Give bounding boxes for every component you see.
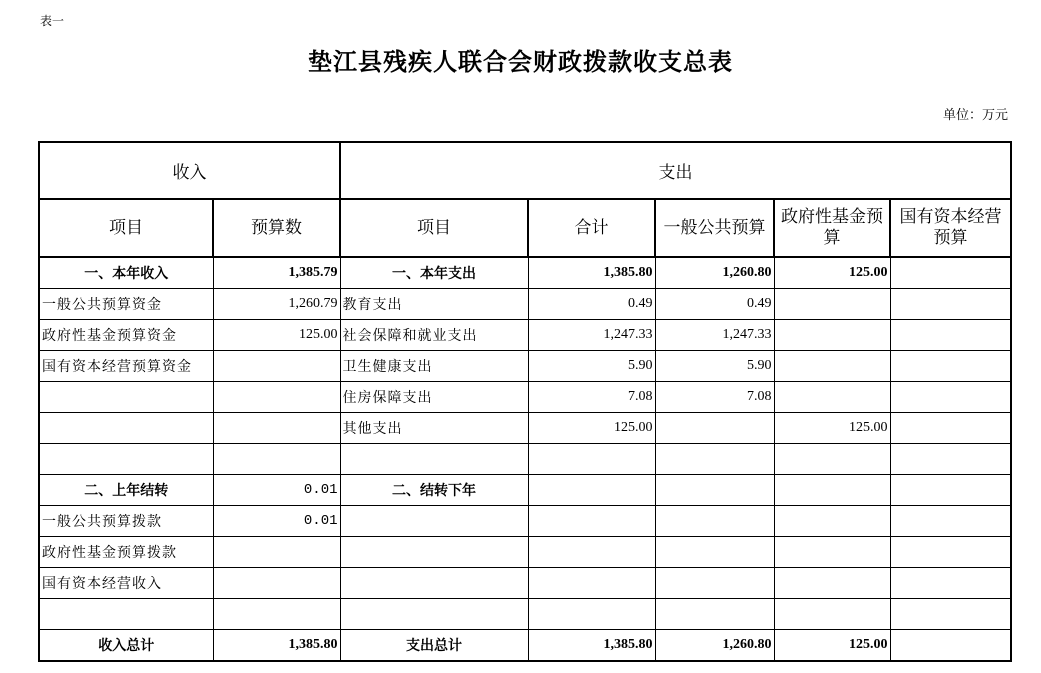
- general-budget-header: 一般公共预算: [655, 199, 774, 257]
- expense-total: 1,247.33: [528, 319, 655, 350]
- income-item: 二、上年结转: [39, 474, 213, 505]
- expense-total: 0.49: [528, 288, 655, 319]
- income-amount: [213, 598, 340, 629]
- income-amount: 1,260.79: [213, 288, 340, 319]
- expense-state: [890, 381, 1011, 412]
- income-item: 政府性基金预算资金: [39, 319, 213, 350]
- expense-general: 7.08: [655, 381, 774, 412]
- expense-general: [655, 567, 774, 598]
- expense-general: 5.90: [655, 350, 774, 381]
- table-row: [39, 474, 1011, 505]
- expense-item: 一、本年支出: [340, 257, 528, 288]
- header-row-sections: [39, 142, 1011, 199]
- expense-total: [528, 567, 655, 598]
- expense-total: [528, 536, 655, 567]
- expense-fund: [774, 505, 890, 536]
- table-row: [39, 288, 1011, 319]
- income-amount: [213, 381, 340, 412]
- income-amount: [213, 536, 340, 567]
- expense-state: [890, 443, 1011, 474]
- expense-item: 教育支出: [340, 288, 528, 319]
- expense-state: [890, 536, 1011, 567]
- expense-item: 社会保障和就业支出: [340, 319, 528, 350]
- income-item: [39, 381, 213, 412]
- expense-state: [890, 474, 1011, 505]
- table-row: [39, 505, 1011, 536]
- income-amount: 125.00: [213, 319, 340, 350]
- income-amount: 1,385.79: [213, 257, 340, 288]
- expense-general: [655, 598, 774, 629]
- expense-item: [340, 567, 528, 598]
- expense-state-total: [890, 629, 1011, 661]
- expense-total: 125.00: [528, 412, 655, 443]
- table-row: [39, 350, 1011, 381]
- expense-item-header: 项目: [340, 199, 528, 257]
- document-title: 垫江县残疾人联合会财政拨款收支总表: [308, 47, 733, 76]
- expense-fund: [774, 536, 890, 567]
- income-item: 国有资本经营预算资金: [39, 350, 213, 381]
- table-row: [39, 257, 1011, 288]
- total-row: [39, 629, 1011, 661]
- expense-general: 1,247.33: [655, 319, 774, 350]
- income-section-header: 收入: [39, 142, 340, 199]
- income-total-amount: 1,385.80: [213, 629, 340, 661]
- expense-total: [528, 443, 655, 474]
- income-budget-header: 预算数: [213, 199, 340, 257]
- header-row-columns: [39, 199, 1011, 257]
- income-amount: [213, 567, 340, 598]
- table-number-label: 表一: [40, 14, 65, 28]
- expense-total-header: 合计: [528, 199, 655, 257]
- expense-state: [890, 288, 1011, 319]
- expense-fund: 125.00: [774, 412, 890, 443]
- state-capital-header: 国有资本经营预算: [890, 199, 1011, 257]
- expense-item: [340, 536, 528, 567]
- income-item: [39, 412, 213, 443]
- table-row: [39, 412, 1011, 443]
- unit-label: 单位：万元: [942, 108, 1008, 123]
- expense-total: [528, 474, 655, 505]
- expense-general: [655, 474, 774, 505]
- expense-fund: [774, 598, 890, 629]
- income-item: 一、本年收入: [39, 257, 213, 288]
- expense-fund: [774, 381, 890, 412]
- income-item: [39, 598, 213, 629]
- fund-budget-header: 政府性基金预算: [774, 199, 890, 257]
- income-item: 一般公共预算资金: [39, 288, 213, 319]
- table-row: [39, 536, 1011, 567]
- expense-fund: [774, 567, 890, 598]
- expense-item: [340, 443, 528, 474]
- expense-item: 其他支出: [340, 412, 528, 443]
- income-item: [39, 443, 213, 474]
- income-amount: [213, 412, 340, 443]
- expense-item: [340, 598, 528, 629]
- expense-section-header: 支出: [340, 142, 1011, 199]
- expense-fund: [774, 443, 890, 474]
- expense-total: [528, 598, 655, 629]
- expense-item: 二、结转下年: [340, 474, 528, 505]
- table-row: [39, 598, 1011, 629]
- income-amount: 0.01: [213, 505, 340, 536]
- expense-total-label: 支出总计: [340, 629, 528, 661]
- expense-general: [655, 505, 774, 536]
- income-amount: [213, 443, 340, 474]
- table-row: [39, 443, 1011, 474]
- expense-total: [528, 505, 655, 536]
- expense-state: [890, 257, 1011, 288]
- income-total-label: 收入总计: [39, 629, 213, 661]
- expense-fund: [774, 474, 890, 505]
- expense-fund: [774, 288, 890, 319]
- income-item: 政府性基金预算拨款: [39, 536, 213, 567]
- expense-general: [655, 536, 774, 567]
- expense-fund: [774, 319, 890, 350]
- expense-item: 卫生健康支出: [340, 350, 528, 381]
- expense-state: [890, 505, 1011, 536]
- expense-general-total: 1,260.80: [655, 629, 774, 661]
- income-item: 一般公共预算拨款: [39, 505, 213, 536]
- expense-item: [340, 505, 528, 536]
- expense-state: [890, 412, 1011, 443]
- expense-general: [655, 412, 774, 443]
- expense-fund-total: 125.00: [774, 629, 890, 661]
- table-row: [39, 319, 1011, 350]
- income-item-header: 项目: [39, 199, 213, 257]
- expense-fund: 125.00: [774, 257, 890, 288]
- expense-general: 0.49: [655, 288, 774, 319]
- expense-item: 住房保障支出: [340, 381, 528, 412]
- expense-general: [655, 443, 774, 474]
- expense-total: 5.90: [528, 350, 655, 381]
- table-row: [39, 567, 1011, 598]
- expense-total: 1,385.80: [528, 257, 655, 288]
- expense-state: [890, 598, 1011, 629]
- table-row: [39, 381, 1011, 412]
- income-item: 国有资本经营收入: [39, 567, 213, 598]
- expense-state: [890, 350, 1011, 381]
- expense-fund: [774, 350, 890, 381]
- expense-state: [890, 567, 1011, 598]
- expense-general: 1,260.80: [655, 257, 774, 288]
- expense-grand-total: 1,385.80: [528, 629, 655, 661]
- expense-state: [890, 319, 1011, 350]
- expense-total: 7.08: [528, 381, 655, 412]
- income-amount: 0.01: [213, 474, 340, 505]
- budget-summary-table: [38, 141, 1012, 662]
- income-amount: [213, 350, 340, 381]
